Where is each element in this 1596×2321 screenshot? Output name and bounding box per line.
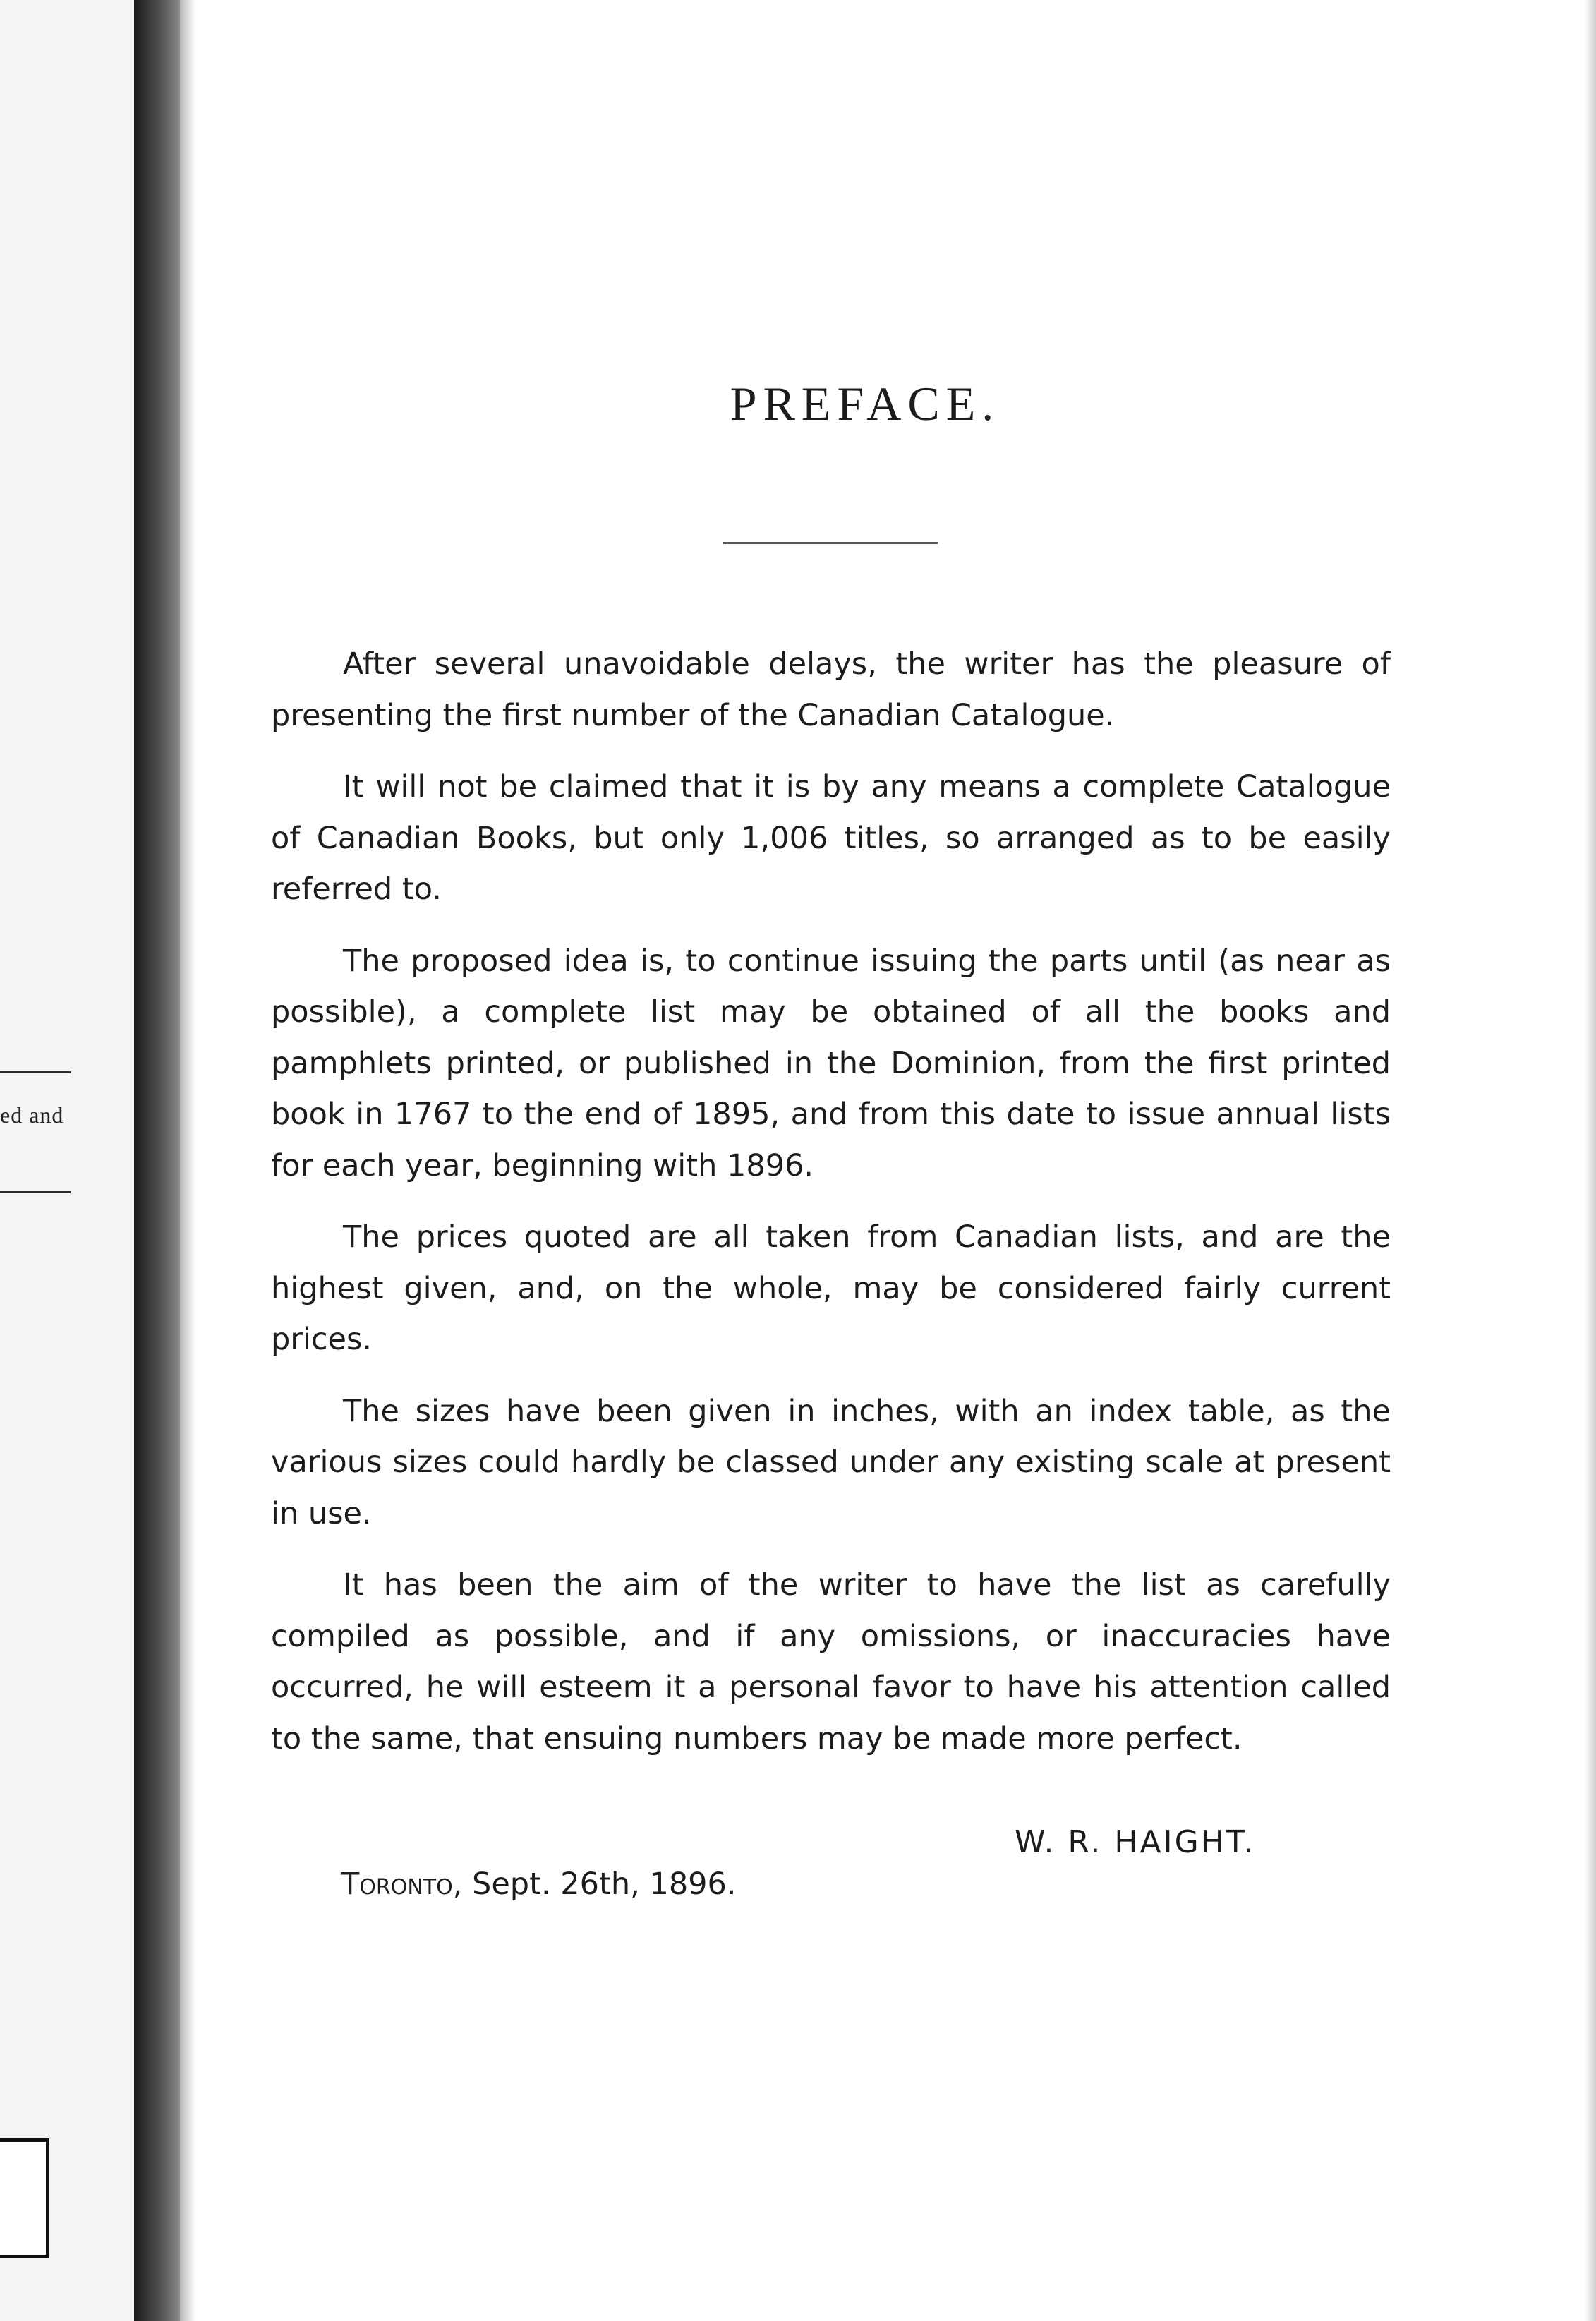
paragraph: It will not be claimed that it is by any means a complete Catalogue of Canadian Books, but only 1,006 titles, so arranged as to be easily referred to. — [271, 769, 1391, 907]
author-signature: W. R. HAIGHT. — [1015, 1824, 1256, 1860]
preface-body — [271, 639, 1391, 1785]
page-title: PREFACE. — [730, 377, 1000, 430]
paragraph: After several unavoidable delays, the writer has the pleasure of presenting the first number of the Canadian Catalogue. — [271, 646, 1391, 733]
gutter-shadow — [180, 0, 195, 2321]
book-gutter — [134, 0, 180, 2321]
dateline-date: , Sept. 26th, 1896. — [452, 1867, 737, 1902]
facing-page-rule — [0, 1071, 71, 1073]
paragraph: The sizes have been given in inches, with an index table, as the various sizes could hardly be classed under any existing scale at present in use. — [271, 1393, 1391, 1531]
paragraph: The prices quoted are all taken from Canadian lists, and are the highest given, and, on the whole, may be considered fairly current prices. — [271, 1219, 1391, 1357]
facing-page-strip — [0, 0, 134, 2321]
facing-page-rule — [0, 1191, 71, 1193]
title-divider — [723, 542, 938, 544]
dateline-place: Toronto — [341, 1867, 453, 1902]
paragraph: The proposed idea is, to continue issuing the parts until (as near as possible), a complete list may be obtained of all the books and pamphlets printed, or published in the Dominion, from the first printed book in 1767 to the end of 1895, and from this date to issue annual lists for each year, beginning with 1896. — [271, 943, 1391, 1183]
page-edge — [1585, 0, 1596, 2321]
facing-page-box — [0, 2138, 49, 2258]
facing-page-text-fragment: ed and — [0, 1102, 64, 1128]
paragraph: It has been the aim of the writer to have the list as carefully compiled as possible, and if any omissions, or inaccuracies have occurred, he will esteem it a personal favor to have his attention called to the same, that ensuing numbers may be made more perfect. — [271, 1567, 1391, 1756]
dateline — [341, 1867, 737, 1902]
